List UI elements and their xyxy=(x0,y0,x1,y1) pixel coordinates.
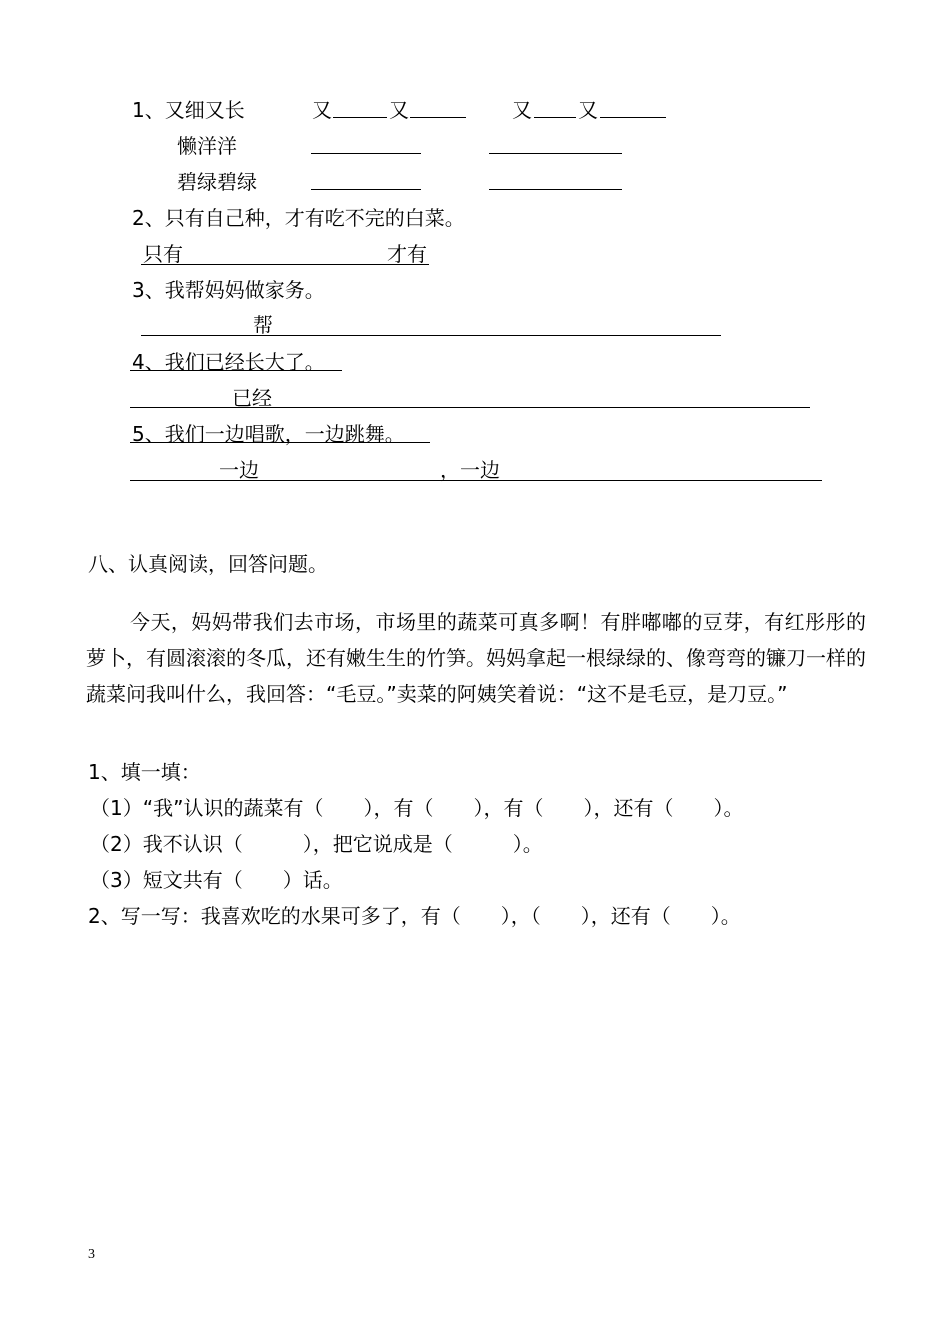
answer-line[interactable] xyxy=(141,335,721,336)
q3-fill-1: 帮 xyxy=(253,313,273,337)
reading-passage xyxy=(86,604,866,712)
q2-fill-2: 才有 xyxy=(387,242,427,266)
prompt-underline xyxy=(130,370,342,371)
question-1-item-2: （2）我不认识（ ），把它说成是（ ）。 xyxy=(90,832,543,856)
q1-pattern-b-2: 又 xyxy=(578,98,598,122)
blank-line[interactable] xyxy=(410,117,466,118)
q1-pattern-a-2: 又 xyxy=(389,98,409,122)
blank-line[interactable] xyxy=(600,117,666,118)
q5-fill-2: ，一边 xyxy=(440,458,500,482)
q1-word-3: 碧绿碧绿 xyxy=(177,170,257,194)
passage-text: 今天，妈妈带我们去市场，市场里的蔬菜可真多啊！有胖嘟嘟的豆芽，有红彤彤的萝卜，有圆滚滚的冬瓜，还有嫩生生的竹笋。妈妈拿起一根绿绿的、像弯弯的镰刀一样的蔬菜问我叫什么，我回答：“毛豆。”卖菜的阿姨笑着说：“这不是毛豆，是刀豆。” xyxy=(86,610,866,706)
q5-fill-1: 一边 xyxy=(219,458,259,482)
blank-line[interactable] xyxy=(534,117,576,118)
blank-line[interactable] xyxy=(311,153,421,154)
q2-fill-1: 只有 xyxy=(143,242,183,266)
question-1-item-1: （1）“我”认识的蔬菜有（ ），有（ ），有（ ），还有（ ）。 xyxy=(90,796,744,820)
question-1-title: 1、填一填： xyxy=(88,760,201,784)
q1-pattern-b-1: 又 xyxy=(512,98,532,122)
prompt-underline xyxy=(130,442,430,443)
question-1-item-3: （3）短文共有（ ）话。 xyxy=(90,868,343,892)
question-2: 2、写一写：我喜欢吃的水果可多了，有（ ），（ ），还有（ ）。 xyxy=(88,904,741,928)
q3-prompt: 3、我帮妈妈做家务。 xyxy=(132,278,325,302)
blank-line[interactable] xyxy=(489,153,622,154)
blank-line[interactable] xyxy=(333,117,387,118)
q2-prompt: 2、只有自己种，才有吃不完的白菜。 xyxy=(132,206,465,230)
q1-word-2: 懒洋洋 xyxy=(177,134,237,158)
q1-pattern-a-1: 又 xyxy=(312,98,332,122)
blank-line[interactable] xyxy=(311,189,421,190)
answer-line[interactable] xyxy=(130,480,822,481)
page-number: 3 xyxy=(88,1247,95,1262)
blank-line[interactable] xyxy=(489,189,622,190)
q4-fill-1: 已经 xyxy=(232,386,272,410)
answer-line[interactable] xyxy=(130,407,810,408)
section-heading: 八、认真阅读，回答问题。 xyxy=(88,552,328,576)
q1-label: 1、又细又长 xyxy=(132,98,245,122)
q4-prompt: 4、我们已经长大了。 xyxy=(132,350,325,374)
answer-line[interactable] xyxy=(141,264,429,265)
q5-prompt: 5、我们一边唱歌，一边跳舞。 xyxy=(132,422,405,446)
